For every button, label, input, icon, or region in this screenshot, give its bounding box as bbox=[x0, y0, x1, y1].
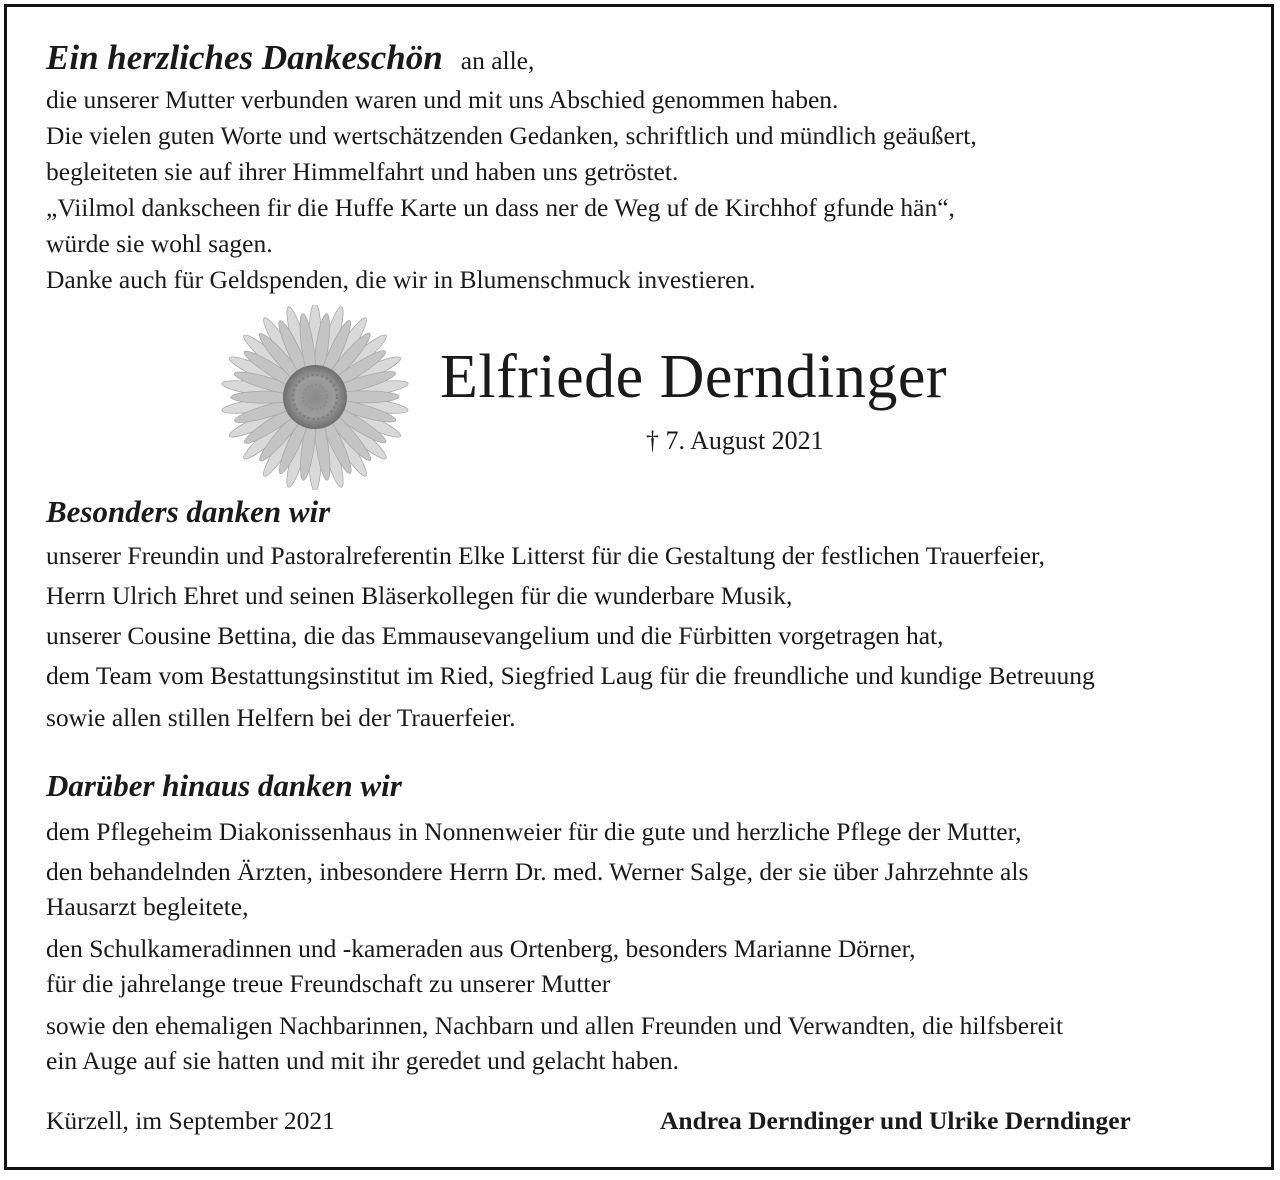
section-line: sowie den ehemaligen Nachbarinnen, Nachbarn und allen Freunden und Verwandten, die hilfsbereit bbox=[46, 1011, 1064, 1040]
intro-heading-row bbox=[46, 38, 534, 79]
intro-line: Die vielen guten Worte und wertschätzenden Gedanken, schriftlich und mündlich geäußert, bbox=[46, 121, 977, 150]
section-line: Hausarzt begleitete, bbox=[46, 892, 249, 921]
section-line: dem Pflegeheim Diakonissenhaus in Nonnenweier für die gute und herzliche Pflege der Mutter, bbox=[46, 817, 1022, 846]
section-line: ein Auge auf sie hatten und mit ihr geredet und gelacht haben. bbox=[46, 1046, 680, 1075]
signatories: Andrea Derndinger und Ulrike Derndinger bbox=[660, 1106, 1131, 1135]
intro-line: Danke auch für Geldspenden, die wir in Blumenschmuck investieren. bbox=[46, 265, 756, 294]
section-line: den behandelnden Ärzten, inbesondere Herrn Dr. med. Werner Salge, der sie über Jahrzehnte als bbox=[46, 857, 1029, 886]
intro-line: „Viilmol dankscheen fir die Huffe Karte un dass ner de Weg uf de Kirchhof gfunde hän“, bbox=[46, 193, 955, 222]
place-date: Kürzell, im September 2021 bbox=[46, 1106, 335, 1135]
section-line: unserer Freundin und Pastoralreferentin Elke Litterst für die Gestaltung der festlichen Trauerfeier, bbox=[46, 541, 1045, 570]
section-line: Herrn Ulrich Ehret und seinen Bläserkollegen für die wunderbare Musik, bbox=[46, 581, 793, 610]
intro-heading: Ein herzliches Dankeschön bbox=[46, 38, 443, 77]
section-heading: Darüber hinaus danken wir bbox=[46, 768, 402, 803]
section-line: dem Team vom Bestattungsinstitut im Ried, Siegfried Laug für die freundliche und kundige Betreuung bbox=[46, 661, 1095, 690]
section-line: für die jahrelange treue Freundschaft zu unserer Mutter bbox=[46, 969, 611, 998]
death-date: † 7. August 2021 bbox=[646, 426, 824, 455]
deceased-name: Elfriede Derndinger bbox=[440, 343, 947, 411]
intro-line: begleiteten sie auf ihrer Himmelfahrt und haben uns getröstet. bbox=[46, 157, 679, 186]
intro-heading-suffix: an alle, bbox=[460, 46, 535, 75]
intro-line: würde sie wohl sagen. bbox=[46, 229, 273, 258]
section-line: unserer Cousine Bettina, die das Emmausevangelium und die Fürbitten vorgetragen hat, bbox=[46, 621, 944, 650]
sunflower-icon bbox=[220, 305, 410, 490]
section-line: sowie allen stillen Helfern bei der Trauerfeier. bbox=[46, 703, 516, 732]
section-heading: Besonders danken wir bbox=[46, 494, 331, 529]
intro-line: die unserer Mutter verbunden waren und mit uns Abschied genommen haben. bbox=[46, 85, 839, 114]
section-line: den Schulkameradinnen und -kameraden aus Ortenberg, besonders Marianne Dörner, bbox=[46, 934, 916, 963]
